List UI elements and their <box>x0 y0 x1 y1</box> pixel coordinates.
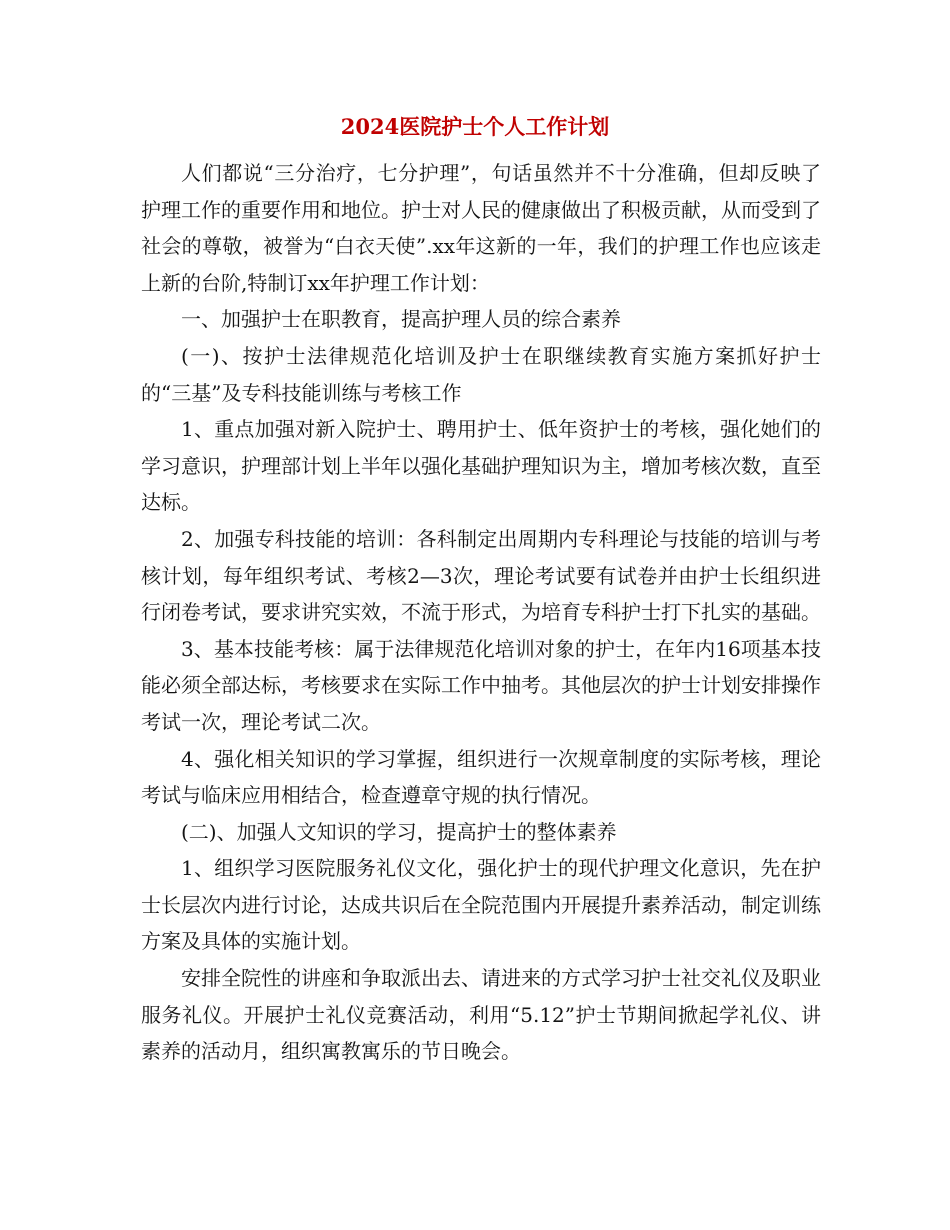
list-item-4: 4、强化相关知识的学习掌握，组织进行一次规章制度的实际考核，理论考试与临床应用相结合，检查遵章守规的执行情况。 <box>141 746 821 808</box>
list-item-5: 1、组织学习医院服务礼仪文化，强化护士的现代护理文化意识，先在护士长层次内进行讨论，达成共识后在全院范围内开展提升素养活动，制定训练方案及具体的实施计划。 <box>141 856 821 954</box>
document-body <box>141 155 821 1070</box>
paragraph-etiquette: 安排全院性的讲座和争取派出去、请进来的方式学习护士社交礼仪及职业服务礼仪。开展护士礼仪竞赛活动，利用“5.12”护士节期间掀起学礼仪、讲素养的活动月，组织寓教寓乐的节日晚会。 <box>141 966 821 1064</box>
list-item-3: 3、基本技能考核：属于法律规范化培训对象的护士，在年内16项基本技能必须全部达标，考核要求在实际工作中抽考。其他层次的护士计划安排操作考试一次，理论考试二次。 <box>141 636 821 734</box>
subsection-heading-2: (二)、加强人文知识的学习，提高护士的整体素养 <box>181 819 617 844</box>
subsection-heading-1: (一)、按护士法律规范化培训及护士在职继续教育实施方案抓好护士的“三基”及专科技能训练与考核工作 <box>141 343 821 405</box>
paragraph-intro: 人们都说“三分治疗，七分护理”，句话虽然并不十分准确，但却反映了护理工作的重要作用和地位。护士对人民的健康做出了积极贡献，从而受到了社会的尊敬，被誉为“白衣天使”.xx年这新的一年，我们的护理工作也应该走上新的台阶,特制订xx年护理工作计划： <box>141 161 821 295</box>
section-heading-1: 一、加强护士在职教育，提高护理人员的综合素养 <box>181 307 621 332</box>
list-item-2: 2、加强专科技能的培训：各科制定出周期内专科理论与技能的培训与考核计划，每年组织考试、考核2—3次，理论考试要有试卷并由护士长组织进行闭卷考试，要求讲究实效，不流于形式，为培育专科护士打下扎实的基础。 <box>141 526 821 625</box>
list-item-1: 1、重点加强对新入院护士、聘用护士、低年资护士的考核，强化她们的学习意识，护理部计划上半年以强化基础护理知识为主，增加考核次数，直至达标。 <box>141 417 821 515</box>
document-title: 2024医院护士个人工作计划 <box>340 114 610 139</box>
